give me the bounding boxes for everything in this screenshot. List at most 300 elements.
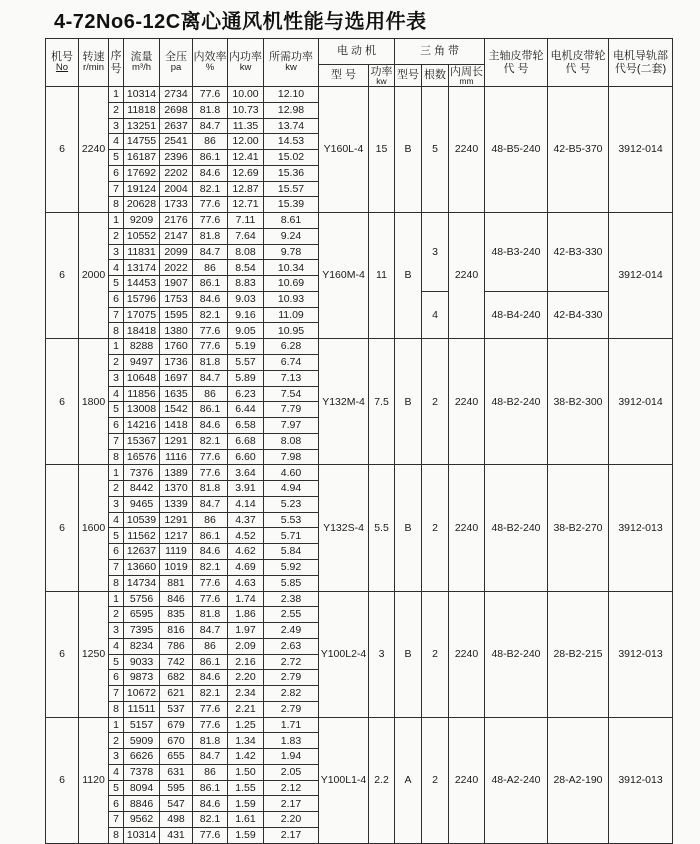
col-header-motor-model: 型 号 xyxy=(319,65,369,87)
internal-power-cell: 10.00 xyxy=(228,87,264,103)
efficiency-cell: 77.6 xyxy=(193,213,228,229)
pressure-cell: 1217 xyxy=(160,528,193,544)
motor-pulley-cell: 38-B2-270 xyxy=(548,465,609,591)
col-header-belt-length xyxy=(449,65,485,87)
flow-cell: 10539 xyxy=(124,512,160,528)
required-power-cell: 2.17 xyxy=(264,796,319,812)
seq-cell: 8 xyxy=(109,575,124,591)
col-header-main-pulley xyxy=(485,39,548,87)
seq-cell: 8 xyxy=(109,827,124,843)
col-header-pressure xyxy=(160,39,193,87)
internal-power-cell: 6.44 xyxy=(228,402,264,418)
seq-cell: 4 xyxy=(109,260,124,276)
seq-cell: 5 xyxy=(109,528,124,544)
seq-cell: 5 xyxy=(109,780,124,796)
pressure-cell: 1370 xyxy=(160,481,193,497)
col-header-efficiency xyxy=(193,39,228,87)
internal-power-cell: 5.57 xyxy=(228,355,264,371)
pressure-cell: 2396 xyxy=(160,150,193,166)
flow-cell: 11818 xyxy=(124,102,160,118)
flow-cell: 9209 xyxy=(124,213,160,229)
speed-cell: 1250 xyxy=(79,591,109,717)
seq-cell: 7 xyxy=(109,307,124,323)
required-power-cell: 7.13 xyxy=(264,370,319,386)
motor-pulley-cell: 42-B5-370 xyxy=(548,87,609,213)
efficiency-cell: 84.7 xyxy=(193,623,228,639)
required-power-cell: 15.02 xyxy=(264,150,319,166)
machine-no-cell: 6 xyxy=(46,213,79,339)
belt-count-cell: 5 xyxy=(422,87,449,213)
internal-power-cell: 2.21 xyxy=(228,701,264,717)
required-power-cell: 11.09 xyxy=(264,307,319,323)
seq-cell: 4 xyxy=(109,512,124,528)
col-header-belt-count: 根数 xyxy=(422,65,449,87)
motor-model-cell: Y160L-4 xyxy=(319,87,369,213)
pressure-cell: 1907 xyxy=(160,276,193,292)
pressure-cell: 655 xyxy=(160,749,193,765)
pressure-cell: 431 xyxy=(160,827,193,843)
motor-model-cell: Y132M-4 xyxy=(319,339,369,465)
internal-power-cell: 12.00 xyxy=(228,134,264,150)
pressure-cell: 2176 xyxy=(160,213,193,229)
speed-unit: r/min xyxy=(82,62,105,74)
flow-cell: 11511 xyxy=(124,701,160,717)
table-row xyxy=(46,339,673,355)
fan-performance-table xyxy=(45,38,673,844)
pressure-label: 全压 xyxy=(165,50,187,63)
table-row xyxy=(46,87,673,103)
seq-label-1: 序 xyxy=(110,49,122,62)
required-power-cell: 2.49 xyxy=(264,623,319,639)
flow-cell: 20628 xyxy=(124,197,160,213)
rail-code-cell: 3912-014 xyxy=(609,87,673,213)
required-power-label: 所需功率 xyxy=(269,50,313,63)
rail-sublabel: 代号(二套) xyxy=(614,62,667,75)
flow-label: 流量 xyxy=(130,50,153,63)
internal-power-cell: 1.25 xyxy=(228,717,264,733)
machine-no-cell: 6 xyxy=(46,339,79,465)
seq-cell: 1 xyxy=(109,465,124,481)
seq-cell: 1 xyxy=(109,213,124,229)
seq-cell: 5 xyxy=(109,402,124,418)
required-power-cell: 9.78 xyxy=(264,244,319,260)
belt-count-cell: 2 xyxy=(422,717,449,843)
motor-model-cell: Y100L2-4 xyxy=(319,591,369,717)
internal-power-cell: 9.16 xyxy=(228,307,264,323)
flow-cell: 18418 xyxy=(124,323,160,339)
pressure-cell: 1697 xyxy=(160,370,193,386)
internal-power-cell: 9.03 xyxy=(228,291,264,307)
flow-cell: 17075 xyxy=(124,307,160,323)
flow-cell: 9873 xyxy=(124,670,160,686)
internal-power-unit: kw xyxy=(239,62,252,74)
seq-cell: 3 xyxy=(109,623,124,639)
pressure-cell: 2734 xyxy=(160,87,193,103)
efficiency-cell: 86.1 xyxy=(193,150,228,166)
main-pulley-cell: 48-B2-240 xyxy=(485,591,548,717)
efficiency-cell: 86.1 xyxy=(193,276,228,292)
belt-length-cell: 2240 xyxy=(449,591,485,717)
seq-cell: 3 xyxy=(109,244,124,260)
motor-power-cell: 5.5 xyxy=(369,465,395,591)
flow-cell: 8846 xyxy=(124,796,160,812)
seq-cell: 7 xyxy=(109,686,124,702)
motor-pulley-cell: 38-B2-300 xyxy=(548,339,609,465)
seq-cell: 6 xyxy=(109,291,124,307)
belt-length-label: 内周长 xyxy=(450,66,483,79)
pressure-cell: 2541 xyxy=(160,134,193,150)
internal-power-cell: 8.83 xyxy=(228,276,264,292)
efficiency-cell: 81.8 xyxy=(193,355,228,371)
seq-cell: 6 xyxy=(109,165,124,181)
internal-power-cell: 1.97 xyxy=(228,623,264,639)
pressure-cell: 881 xyxy=(160,575,193,591)
internal-power-cell: 7.11 xyxy=(228,213,264,229)
internal-power-cell: 4.52 xyxy=(228,528,264,544)
col-header-machine-no xyxy=(46,39,79,87)
flow-cell: 10672 xyxy=(124,686,160,702)
efficiency-cell: 86 xyxy=(193,134,228,150)
efficiency-cell: 84.6 xyxy=(193,544,228,560)
flow-unit: m³/h xyxy=(132,62,151,74)
flow-cell: 14453 xyxy=(124,276,160,292)
flow-cell: 7378 xyxy=(124,764,160,780)
speed-cell: 1600 xyxy=(79,465,109,591)
internal-power-cell: 12.69 xyxy=(228,165,264,181)
belt-length-cell: 2240 xyxy=(449,339,485,465)
col-header-internal-power xyxy=(228,39,264,87)
efficiency-cell: 82.1 xyxy=(193,181,228,197)
pressure-cell: 670 xyxy=(160,733,193,749)
flow-cell: 8288 xyxy=(124,339,160,355)
seq-cell: 4 xyxy=(109,386,124,402)
efficiency-cell: 81.8 xyxy=(193,102,228,118)
flow-cell: 11831 xyxy=(124,244,160,260)
efficiency-cell: 86 xyxy=(193,512,228,528)
motor-pulley-cell: 42-B3-330 xyxy=(548,213,609,292)
efficiency-cell: 82.1 xyxy=(193,812,228,828)
flow-cell: 5909 xyxy=(124,733,160,749)
required-power-cell: 6.74 xyxy=(264,355,319,371)
internal-power-cell: 1.59 xyxy=(228,796,264,812)
pressure-cell: 1389 xyxy=(160,465,193,481)
efficiency-cell: 86 xyxy=(193,386,228,402)
flow-cell: 16576 xyxy=(124,449,160,465)
belt-model-cell: B xyxy=(395,213,422,339)
pressure-cell: 2004 xyxy=(160,181,193,197)
internal-power-label: 内功率 xyxy=(229,50,262,63)
internal-power-cell: 1.86 xyxy=(228,607,264,623)
required-power-cell: 12.98 xyxy=(264,102,319,118)
efficiency-cell: 86.1 xyxy=(193,528,228,544)
internal-power-cell: 1.34 xyxy=(228,733,264,749)
main-pulley-cell: 48-A2-240 xyxy=(485,717,548,843)
efficiency-cell: 81.8 xyxy=(193,607,228,623)
required-power-cell: 15.39 xyxy=(264,197,319,213)
internal-power-cell: 12.87 xyxy=(228,181,264,197)
belt-count-cell: 2 xyxy=(422,591,449,717)
belt-count-cell: 2 xyxy=(422,339,449,465)
col-header-seq xyxy=(109,39,124,87)
machine-no-label: 机号 xyxy=(51,50,73,63)
seq-cell: 4 xyxy=(109,638,124,654)
efficiency-cell: 86.1 xyxy=(193,402,228,418)
pressure-cell: 1733 xyxy=(160,197,193,213)
flow-cell: 6626 xyxy=(124,749,160,765)
seq-cell: 2 xyxy=(109,102,124,118)
efficiency-cell: 84.6 xyxy=(193,291,228,307)
col-header-motor-power xyxy=(369,65,395,87)
flow-cell: 11562 xyxy=(124,528,160,544)
pressure-cell: 846 xyxy=(160,591,193,607)
pressure-cell: 595 xyxy=(160,780,193,796)
belt-model-cell: B xyxy=(395,465,422,591)
efficiency-label: 内效率 xyxy=(193,50,227,63)
pressure-cell: 498 xyxy=(160,812,193,828)
pressure-cell: 1542 xyxy=(160,402,193,418)
required-power-cell: 10.34 xyxy=(264,260,319,276)
main-pulley-cell: 48-B4-240 xyxy=(485,291,548,338)
seq-cell: 1 xyxy=(109,591,124,607)
col-group-motor: 电 动 机 xyxy=(319,39,395,65)
required-power-cell: 6.28 xyxy=(264,339,319,355)
flow-cell: 13660 xyxy=(124,559,160,575)
flow-cell: 15796 xyxy=(124,291,160,307)
belt-length-cell: 2240 xyxy=(449,717,485,843)
table-row xyxy=(46,213,673,229)
required-power-cell: 7.98 xyxy=(264,449,319,465)
col-header-flow xyxy=(124,39,160,87)
required-power-cell: 2.05 xyxy=(264,764,319,780)
efficiency-cell: 77.6 xyxy=(193,197,228,213)
motor-power-cell: 7.5 xyxy=(369,339,395,465)
internal-power-cell: 6.23 xyxy=(228,386,264,402)
efficiency-cell: 77.6 xyxy=(193,827,228,843)
pressure-cell: 2147 xyxy=(160,228,193,244)
seq-cell: 5 xyxy=(109,150,124,166)
seq-cell: 7 xyxy=(109,559,124,575)
machine-no-cell: 6 xyxy=(46,591,79,717)
internal-power-cell: 12.71 xyxy=(228,197,264,213)
belt-length-cell: 2240 xyxy=(449,213,485,339)
efficiency-cell: 86 xyxy=(193,260,228,276)
rail-code-cell: 3912-014 xyxy=(609,213,673,339)
internal-power-cell: 12.41 xyxy=(228,150,264,166)
motor-power-cell: 2.2 xyxy=(369,717,395,843)
required-power-cell: 2.12 xyxy=(264,780,319,796)
efficiency-unit: % xyxy=(205,62,215,74)
efficiency-cell: 82.1 xyxy=(193,559,228,575)
internal-power-cell: 3.64 xyxy=(228,465,264,481)
flow-cell: 7376 xyxy=(124,465,160,481)
required-power-unit: kw xyxy=(285,62,297,74)
seq-cell: 7 xyxy=(109,181,124,197)
internal-power-cell: 6.58 xyxy=(228,418,264,434)
internal-power-cell: 4.62 xyxy=(228,544,264,560)
flow-cell: 17692 xyxy=(124,165,160,181)
belt-model-cell: B xyxy=(395,87,422,213)
flow-cell: 14755 xyxy=(124,134,160,150)
pressure-cell: 2698 xyxy=(160,102,193,118)
internal-power-cell: 8.54 xyxy=(228,260,264,276)
required-power-cell: 10.93 xyxy=(264,291,319,307)
machine-no-unit: No xyxy=(55,62,69,74)
main-pulley-cell: 48-B2-240 xyxy=(485,465,548,591)
page-title: 4-72No6-12C离心通风机性能与选用件表 xyxy=(54,11,427,33)
motor-power-cell: 11 xyxy=(369,213,395,339)
internal-power-cell: 5.19 xyxy=(228,339,264,355)
seq-label-2: 号 xyxy=(110,62,122,75)
pressure-cell: 1380 xyxy=(160,323,193,339)
internal-power-cell: 10.73 xyxy=(228,102,264,118)
main-pulley-cell: 48-B2-240 xyxy=(485,339,548,465)
seq-cell: 2 xyxy=(109,607,124,623)
efficiency-cell: 77.6 xyxy=(193,339,228,355)
flow-cell: 5157 xyxy=(124,717,160,733)
machine-no-cell: 6 xyxy=(46,87,79,213)
internal-power-cell: 9.05 xyxy=(228,323,264,339)
motor-pulley-sublabel: 代 号 xyxy=(565,62,591,75)
internal-power-cell: 2.09 xyxy=(228,638,264,654)
seq-cell: 6 xyxy=(109,670,124,686)
flow-cell: 10648 xyxy=(124,370,160,386)
required-power-cell: 5.85 xyxy=(264,575,319,591)
internal-power-cell: 4.63 xyxy=(228,575,264,591)
machine-no-cell: 6 xyxy=(46,465,79,591)
efficiency-cell: 77.6 xyxy=(193,717,228,733)
motor-power-cell: 15 xyxy=(369,87,395,213)
internal-power-cell: 1.42 xyxy=(228,749,264,765)
pressure-cell: 1635 xyxy=(160,386,193,402)
flow-cell: 9497 xyxy=(124,355,160,371)
seq-cell: 3 xyxy=(109,496,124,512)
required-power-cell: 2.72 xyxy=(264,654,319,670)
internal-power-cell: 4.69 xyxy=(228,559,264,575)
table-row xyxy=(46,591,673,607)
seq-cell: 3 xyxy=(109,749,124,765)
flow-cell: 10552 xyxy=(124,228,160,244)
required-power-cell: 1.71 xyxy=(264,717,319,733)
required-power-cell: 10.95 xyxy=(264,323,319,339)
header-row-top xyxy=(46,39,673,65)
required-power-cell: 4.94 xyxy=(264,481,319,497)
required-power-cell: 9.24 xyxy=(264,228,319,244)
col-header-speed xyxy=(79,39,109,87)
belt-count-cell: 3 xyxy=(422,213,449,292)
flow-cell: 9562 xyxy=(124,812,160,828)
pressure-cell: 2022 xyxy=(160,260,193,276)
seq-cell: 1 xyxy=(109,717,124,733)
pressure-cell: 2099 xyxy=(160,244,193,260)
pressure-cell: 816 xyxy=(160,623,193,639)
machine-no-cell: 6 xyxy=(46,717,79,843)
pressure-cell: 1291 xyxy=(160,512,193,528)
required-power-cell: 5.53 xyxy=(264,512,319,528)
required-power-cell: 5.23 xyxy=(264,496,319,512)
required-power-cell: 7.79 xyxy=(264,402,319,418)
pressure-cell: 679 xyxy=(160,717,193,733)
efficiency-cell: 77.6 xyxy=(193,465,228,481)
pressure-cell: 1418 xyxy=(160,418,193,434)
belt-count-cell: 2 xyxy=(422,465,449,591)
seq-cell: 6 xyxy=(109,796,124,812)
efficiency-cell: 77.6 xyxy=(193,591,228,607)
belt-count-cell: 4 xyxy=(422,291,449,338)
rail-code-cell: 3912-014 xyxy=(609,339,673,465)
seq-cell: 8 xyxy=(109,197,124,213)
internal-power-cell: 2.20 xyxy=(228,670,264,686)
internal-power-cell: 1.61 xyxy=(228,812,264,828)
efficiency-cell: 84.7 xyxy=(193,370,228,386)
pressure-cell: 631 xyxy=(160,764,193,780)
required-power-cell: 15.36 xyxy=(264,165,319,181)
pressure-cell: 835 xyxy=(160,607,193,623)
motor-power-unit: kw xyxy=(376,75,387,86)
efficiency-cell: 77.6 xyxy=(193,87,228,103)
pressure-cell: 1753 xyxy=(160,291,193,307)
required-power-cell: 5.92 xyxy=(264,559,319,575)
rail-code-cell: 3912-013 xyxy=(609,717,673,843)
motor-power-label: 功率 xyxy=(370,66,393,79)
flow-cell: 13174 xyxy=(124,260,160,276)
seq-cell: 4 xyxy=(109,134,124,150)
efficiency-cell: 77.6 xyxy=(193,575,228,591)
internal-power-cell: 2.34 xyxy=(228,686,264,702)
pressure-cell: 621 xyxy=(160,686,193,702)
pressure-cell: 1760 xyxy=(160,339,193,355)
required-power-cell: 2.79 xyxy=(264,701,319,717)
motor-model-cell: Y100L1-4 xyxy=(319,717,369,843)
required-power-cell: 2.17 xyxy=(264,827,319,843)
efficiency-cell: 82.1 xyxy=(193,307,228,323)
pressure-cell: 1595 xyxy=(160,307,193,323)
efficiency-cell: 84.7 xyxy=(193,244,228,260)
internal-power-cell: 4.14 xyxy=(228,496,264,512)
rail-code-cell: 3912-013 xyxy=(609,591,673,717)
motor-power-cell: 3 xyxy=(369,591,395,717)
pressure-cell: 547 xyxy=(160,796,193,812)
flow-cell: 9033 xyxy=(124,654,160,670)
required-power-cell: 2.55 xyxy=(264,607,319,623)
required-power-cell: 1.94 xyxy=(264,749,319,765)
seq-cell: 2 xyxy=(109,228,124,244)
efficiency-cell: 81.8 xyxy=(193,733,228,749)
main-pulley-sublabel: 代 号 xyxy=(503,62,529,75)
flow-cell: 10314 xyxy=(124,827,160,843)
required-power-cell: 10.69 xyxy=(264,276,319,292)
motor-model-cell: Y160M-4 xyxy=(319,213,369,339)
col-header-belt-model: 型号 xyxy=(395,65,422,87)
speed-cell: 1120 xyxy=(79,717,109,843)
seq-cell: 2 xyxy=(109,733,124,749)
efficiency-cell: 86 xyxy=(193,638,228,654)
efficiency-cell: 84.6 xyxy=(193,165,228,181)
flow-cell: 6595 xyxy=(124,607,160,623)
col-header-motor-pulley xyxy=(548,39,609,87)
flow-cell: 11856 xyxy=(124,386,160,402)
seq-cell: 8 xyxy=(109,323,124,339)
pressure-cell: 537 xyxy=(160,701,193,717)
required-power-cell: 13.74 xyxy=(264,118,319,134)
flow-cell: 15367 xyxy=(124,433,160,449)
col-header-required-power xyxy=(264,39,319,87)
seq-cell: 7 xyxy=(109,433,124,449)
flow-cell: 9465 xyxy=(124,496,160,512)
required-power-cell: 1.83 xyxy=(264,733,319,749)
required-power-cell: 2.82 xyxy=(264,686,319,702)
flow-cell: 13008 xyxy=(124,402,160,418)
seq-cell: 2 xyxy=(109,481,124,497)
